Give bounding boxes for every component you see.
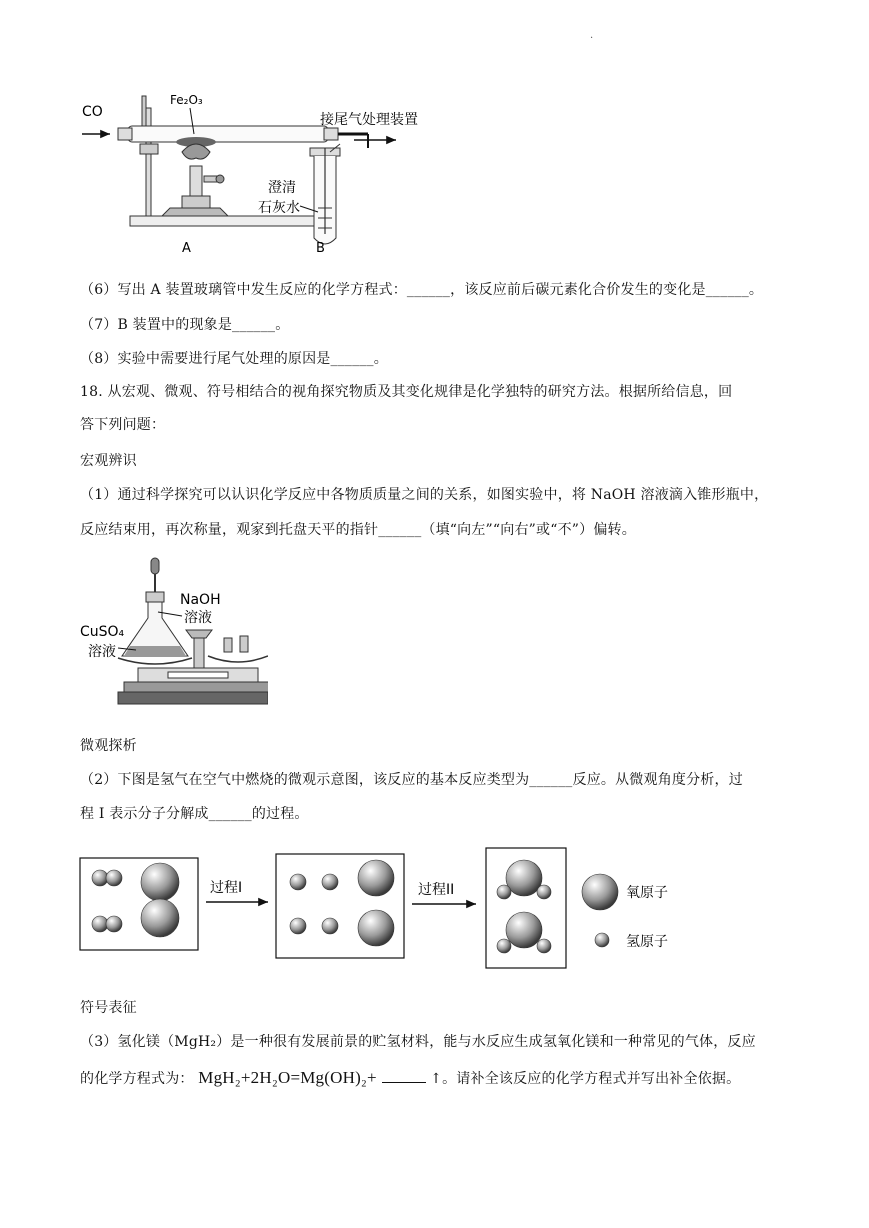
page-dot: . <box>590 30 594 41</box>
legend-oxygen-atom: 氧原子 <box>626 885 668 901</box>
apparatus-label-b: B <box>316 241 325 256</box>
question-3-line-2 <box>80 1068 740 1088</box>
process-1-label: 过程I <box>210 880 243 896</box>
section-macro: 宏观辨识 <box>80 453 137 469</box>
question-1-line-2: 反应结束用，再次称量，观家到托盘天平的指针______（填“向左”“向右”或“不”）偏转。 <box>80 522 636 538</box>
question-2-line-1: （2）下图是氢气在空气中燃烧的微观示意图，该反应的基本反应类型为______反应。从微观角度分析，过 <box>80 772 743 788</box>
cuso4-label-1: CuSO₄ <box>80 624 125 640</box>
tail-gas-label: 接尾气处理装置 <box>320 112 418 128</box>
co-label: CO <box>82 104 103 120</box>
question-3-suffix: ↑。请补全该反应的化学方程式并写出补全依据。 <box>430 1071 741 1087</box>
cuso4-label-2: 溶液 <box>88 644 116 660</box>
question-7: （7）B 装置中的现象是______。 <box>80 317 290 333</box>
co-reduction-apparatus-figure <box>78 88 438 260</box>
question-1-line-1: （1）通过科学探究可以认识化学反应中各物质质量之间的关系，如图实验中，将 NaOH 溶液滴入锥形瓶中， <box>80 487 769 503</box>
section-micro: 微观探析 <box>80 738 137 754</box>
magnesium-hydride-equation: MgH₂+2H₂O=Mg(OH)₂+ <box>198 1068 377 1087</box>
naoh-label-2: 溶液 <box>184 610 212 626</box>
naoh-label-1: NaOH <box>180 592 221 608</box>
hydrogen-combustion-micro-diagram <box>78 846 718 972</box>
question-2-line-2: 程 I 表示分子分解成______的过程。 <box>80 806 309 822</box>
question-18-line-1: 18. 从宏观、微观、符号相结合的视角探究物质及其变化规律是化学独特的研究方法。根据所给信息，回 <box>80 384 733 400</box>
question-18-line-2: 答下列问题： <box>80 417 166 433</box>
fe2o3-label: Fe₂O₃ <box>170 93 203 107</box>
process-2-label: 过程II <box>418 882 455 898</box>
apparatus-label-a: A <box>182 241 191 256</box>
question-8: （8）实验中需要进行尾气处理的原因是______。 <box>80 351 388 367</box>
question-3-line-1: （3）氢化镁（MgH₂）是一种很有发展前景的贮氢材料，能与水反应生成氢氧化镁和一种常见的气体，反应 <box>80 1034 756 1050</box>
limewater-label-2: 石灰水 <box>258 200 300 216</box>
legend-hydrogen-atom: 氢原子 <box>626 934 668 950</box>
equation-blank <box>382 1068 426 1083</box>
balance-experiment-figure <box>78 556 268 716</box>
question-3-prefix: 的化学方程式为： <box>80 1071 194 1087</box>
section-symbol: 符号表征 <box>80 1000 137 1016</box>
limewater-label-1: 澄清 <box>268 180 296 196</box>
question-6: （6）写出 A 装置玻璃管中发生反应的化学方程式：______，该反应前后碳元素化合价发生的变化是______。 <box>80 282 764 298</box>
